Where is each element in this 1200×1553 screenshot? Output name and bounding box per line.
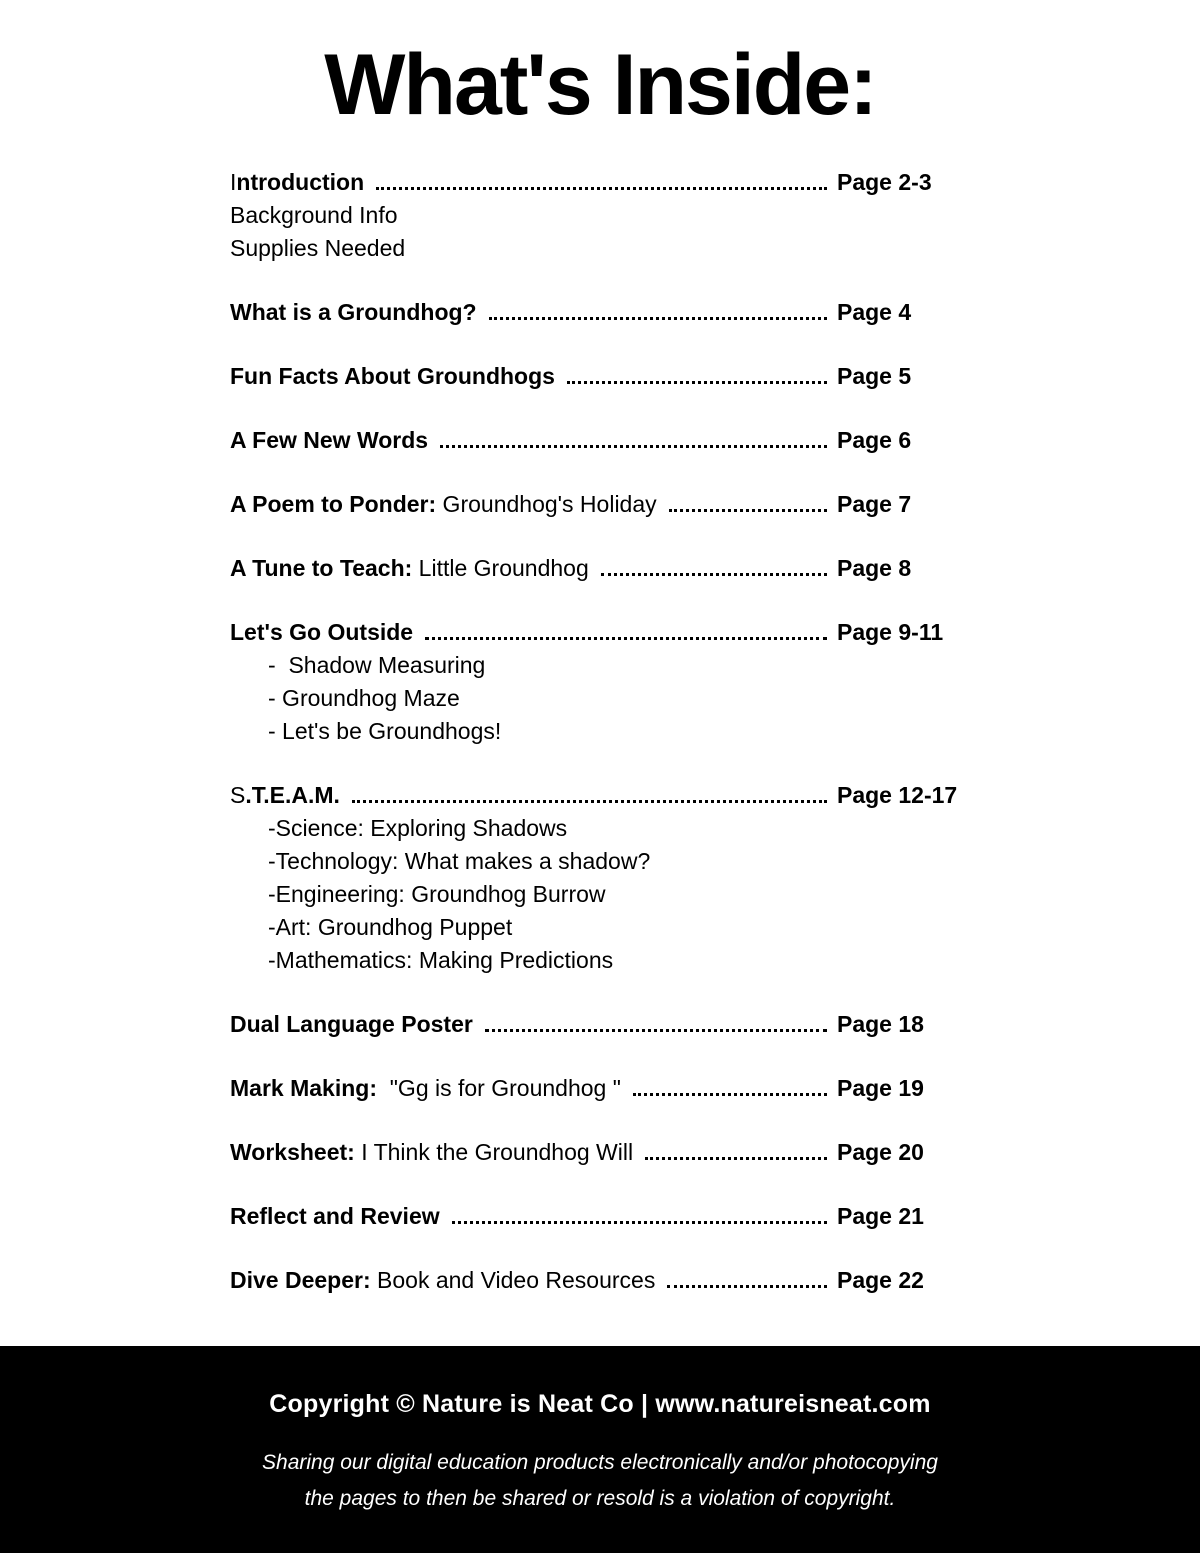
dotted-leader xyxy=(645,1157,827,1160)
toc-subitem: -Technology: What makes a shadow? xyxy=(268,848,651,875)
entry-page-number: Page 21 xyxy=(837,1203,924,1230)
entry-title-lead: I xyxy=(230,169,237,196)
toc-main xyxy=(0,130,1200,1346)
entry-title: A Tune to Teach: xyxy=(230,555,413,582)
toc-entry xyxy=(230,779,958,812)
entry-page-number: Page 12-17 xyxy=(837,782,958,809)
toc-group xyxy=(230,1072,955,1105)
entry-page-number: Page 20 xyxy=(837,1139,924,1166)
entry-page-number: Page 19 xyxy=(837,1075,924,1102)
dotted-leader xyxy=(667,1285,827,1288)
entry-subtitle: I Think the Groundhog Will xyxy=(354,1139,634,1166)
toc-entry xyxy=(230,1072,955,1105)
toc-group xyxy=(230,360,955,393)
entry-subtitle: Groundhog's Holiday xyxy=(436,491,657,518)
entry-page-number: Page 22 xyxy=(837,1267,924,1294)
entry-title-text xyxy=(230,1264,655,1297)
entry-page-number: Page 2-3 xyxy=(837,169,932,196)
entry-title: .T.E.A.M. xyxy=(245,782,340,809)
toc-entry xyxy=(230,360,955,393)
entry-title-text xyxy=(230,1200,440,1233)
entry-title-text xyxy=(230,296,477,329)
toc-subitem: Background Info xyxy=(230,202,398,229)
toc-group xyxy=(230,616,955,748)
dotted-leader xyxy=(440,445,827,448)
dotted-leader xyxy=(376,187,827,190)
entry-title: Worksheet: xyxy=(230,1139,355,1166)
dotted-leader xyxy=(452,1221,827,1224)
entry-title: Dive Deeper: xyxy=(230,1267,371,1294)
toc-group xyxy=(230,488,955,521)
entry-page-number: Page 6 xyxy=(837,427,912,454)
toc-group xyxy=(230,1136,955,1169)
toc-entry xyxy=(230,424,955,457)
entry-title: Mark Making: xyxy=(230,1075,377,1102)
toc-group xyxy=(230,1008,955,1041)
copyright-line: Copyright © Nature is Neat Co | www.natureisneat.com xyxy=(269,1390,931,1418)
toc-subitem: Supplies Needed xyxy=(230,235,406,262)
toc-list xyxy=(230,166,958,1297)
toc-subitem: - Let's be Groundhogs! xyxy=(268,718,502,745)
entry-title-lead: S xyxy=(230,782,246,809)
entry-title: Let's Go Outside xyxy=(230,619,414,646)
entry-title: A Few New Words xyxy=(230,427,429,454)
entry-title-text xyxy=(230,616,413,649)
toc-subitem: -Art: Groundhog Puppet xyxy=(268,914,513,941)
entry-page-number: Page 9-11 xyxy=(837,619,944,646)
toc-group xyxy=(230,424,955,457)
entry-title: What is a Groundhog? xyxy=(230,299,477,326)
entry-title-text xyxy=(230,424,428,457)
entry-title: A Poem to Ponder: xyxy=(230,491,437,518)
entry-subtitle: Book and Video Resources xyxy=(370,1267,656,1294)
toc-entry xyxy=(230,1136,955,1169)
dotted-leader xyxy=(489,317,827,320)
toc-subitem: -Mathematics: Making Predictions xyxy=(268,947,614,974)
dotted-leader xyxy=(352,800,827,803)
entry-title-text xyxy=(230,488,657,521)
toc-subitem: - Shadow Measuring xyxy=(268,652,486,679)
toc-subitem: -Science: Exploring Shadows xyxy=(268,815,568,842)
entry-page-number: Page 8 xyxy=(837,555,912,582)
dotted-leader xyxy=(601,573,827,576)
entry-page-number: Page 5 xyxy=(837,363,912,390)
toc-group xyxy=(230,166,955,265)
toc-entry xyxy=(230,488,955,521)
entry-page-number: Page 18 xyxy=(837,1011,924,1038)
entry-title-text xyxy=(230,779,340,812)
entry-title: Dual Language Poster xyxy=(230,1011,473,1038)
dotted-leader xyxy=(669,509,827,512)
entry-page-number: Page 7 xyxy=(837,491,912,518)
dotted-leader xyxy=(567,381,827,384)
entry-subtitle: Little Groundhog xyxy=(412,555,589,582)
entry-title-text xyxy=(230,166,364,199)
toc-group xyxy=(230,1264,955,1297)
toc-entry xyxy=(230,1264,955,1297)
entry-title: Reflect and Review xyxy=(230,1203,440,1230)
toc-entry xyxy=(230,296,955,329)
toc-group xyxy=(230,552,955,585)
toc-entry xyxy=(230,616,955,649)
entry-title-text xyxy=(230,552,589,585)
entry-title-text xyxy=(230,1008,473,1041)
toc-group xyxy=(230,1200,955,1233)
entry-subtitle: "Gg is for Groundhog " xyxy=(376,1075,621,1102)
toc-group xyxy=(230,296,955,329)
toc-entry xyxy=(230,552,955,585)
entry-title: Fun Facts About Groundhogs xyxy=(230,363,555,390)
toc-entry xyxy=(230,166,955,199)
entry-title-text xyxy=(230,1072,621,1105)
toc-entry xyxy=(230,1008,955,1041)
dotted-leader xyxy=(633,1093,827,1096)
dotted-leader xyxy=(425,637,827,640)
entry-title-text xyxy=(230,360,555,393)
footer xyxy=(0,1346,1200,1553)
toc-entry xyxy=(230,1200,955,1233)
dotted-leader xyxy=(485,1029,827,1032)
entry-page-number: Page 4 xyxy=(837,299,912,326)
disclaimer-line-1: Sharing our digital education products electronically and/or photocopying xyxy=(262,1451,938,1474)
toc-group xyxy=(230,779,958,977)
page-title: What's Inside: xyxy=(324,37,876,133)
toc-subitem: - Groundhog Maze xyxy=(268,685,460,712)
entry-title-text xyxy=(230,1136,633,1169)
disclaimer-line-2: the pages to then be shared or resold is a violation of copyright. xyxy=(304,1487,896,1510)
toc-subitem: -Engineering: Groundhog Burrow xyxy=(268,881,606,908)
entry-title: ntroduction xyxy=(236,169,365,196)
